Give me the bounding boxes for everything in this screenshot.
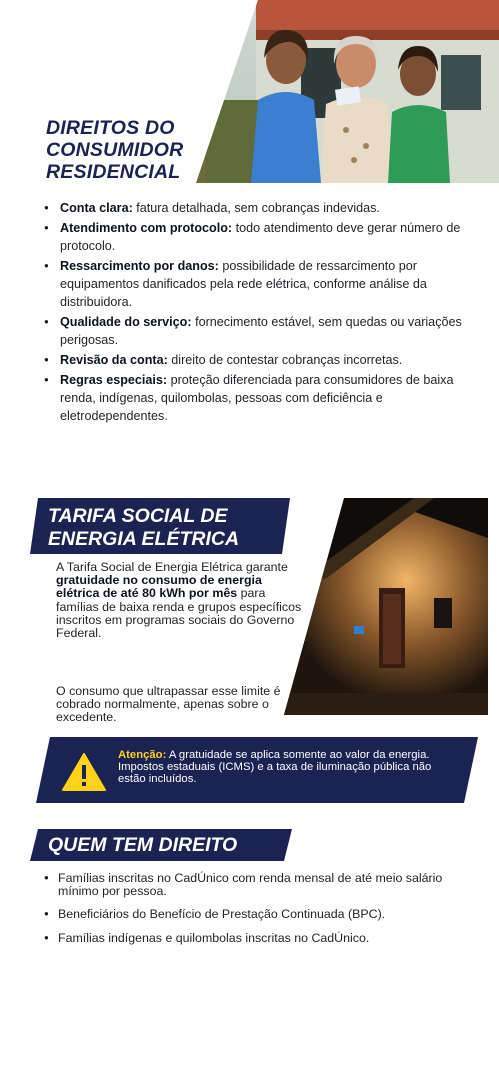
title-line: RESIDENCIAL [46, 161, 181, 183]
item-text: fornecimento estável, sem quedas ou variações perigosas. [60, 315, 462, 347]
list-item [44, 219, 484, 255]
list-item [44, 371, 484, 425]
item-text: fatura detalhada, sem cobranças indevidas. [132, 201, 380, 215]
text-run: A Tarifa Social de Energia Elétrica garante [56, 560, 288, 574]
rights-list [44, 199, 484, 427]
item-text: proteção diferenciada para consumidores de baixa renda, indígenas, quilombolas, pessoas com deficiência e eletrodependentes. [60, 373, 454, 423]
warning-icon [62, 753, 106, 791]
list-item [44, 199, 484, 217]
item-text: todo atendimento deve gerar número de protocolo. [60, 221, 461, 253]
alert-label: Atenção: [118, 749, 167, 761]
item-label: Qualidade do serviço: [60, 315, 192, 329]
alert-text [118, 750, 448, 785]
list-item [44, 313, 484, 349]
night-house-photo [284, 498, 488, 715]
text-run-bold: gratuidade no consumo de energia elétrica de até 80 kWh por mês [56, 573, 262, 601]
list-item: ● Famílias indígenas e quilombolas inscritas no CadÚnico. [44, 932, 484, 945]
title-line: TARIFA SOCIAL DE [48, 505, 228, 527]
item-label: Revisão da conta: [60, 353, 168, 367]
item-text: direito de contestar cobranças incorretas. [167, 353, 403, 367]
section-title-quem: QUEM TEM DIREITO [48, 834, 238, 856]
tarifa-paragraph-1 [56, 561, 306, 640]
item-label: Conta clara: [60, 201, 133, 215]
hero-photo-three-women [196, 0, 499, 183]
alert-message: A gratuidade se aplica somente ao valor da energia. Impostos estaduais (ICMS) e a taxa de iluminação pública não estão incluídos. [118, 749, 432, 785]
list-item [44, 351, 484, 369]
item-label: Atendimento com protocolo: [60, 221, 233, 235]
title-line: ENERGIA ELÉTRICA [48, 528, 240, 550]
section-title-direitos [46, 117, 216, 183]
title-line: CONSUMIDOR [46, 139, 184, 161]
text-run: para famílias de baixa renda e grupos específicos inscritos em programas sociais do Governo Federal. [56, 586, 302, 641]
title-line: DIREITOS DO [46, 117, 175, 139]
item-label: Regras especiais: [60, 373, 168, 387]
list-item [44, 257, 484, 311]
item-text: possibilidade de ressarcimento por equipamentos danificados pela rede elétrica, conforme análise da distribuidora. [60, 259, 427, 309]
item-label: Ressarcimento por danos: [60, 259, 219, 273]
eligibility-list [44, 872, 484, 955]
section-title-tarifa [48, 505, 278, 551]
tarifa-paragraph-2: O consumo que ultrapassar esse limite é cobrado normalmente, apenas sobre o excedente. [56, 684, 281, 725]
list-item: ● Beneficiários do Benefício de Prestação Continuada (BPC). [44, 908, 484, 921]
list-item: ● Famílias inscritas no CadÚnico com renda mensal de até meio salário mínimo por pessoa. [44, 872, 484, 897]
